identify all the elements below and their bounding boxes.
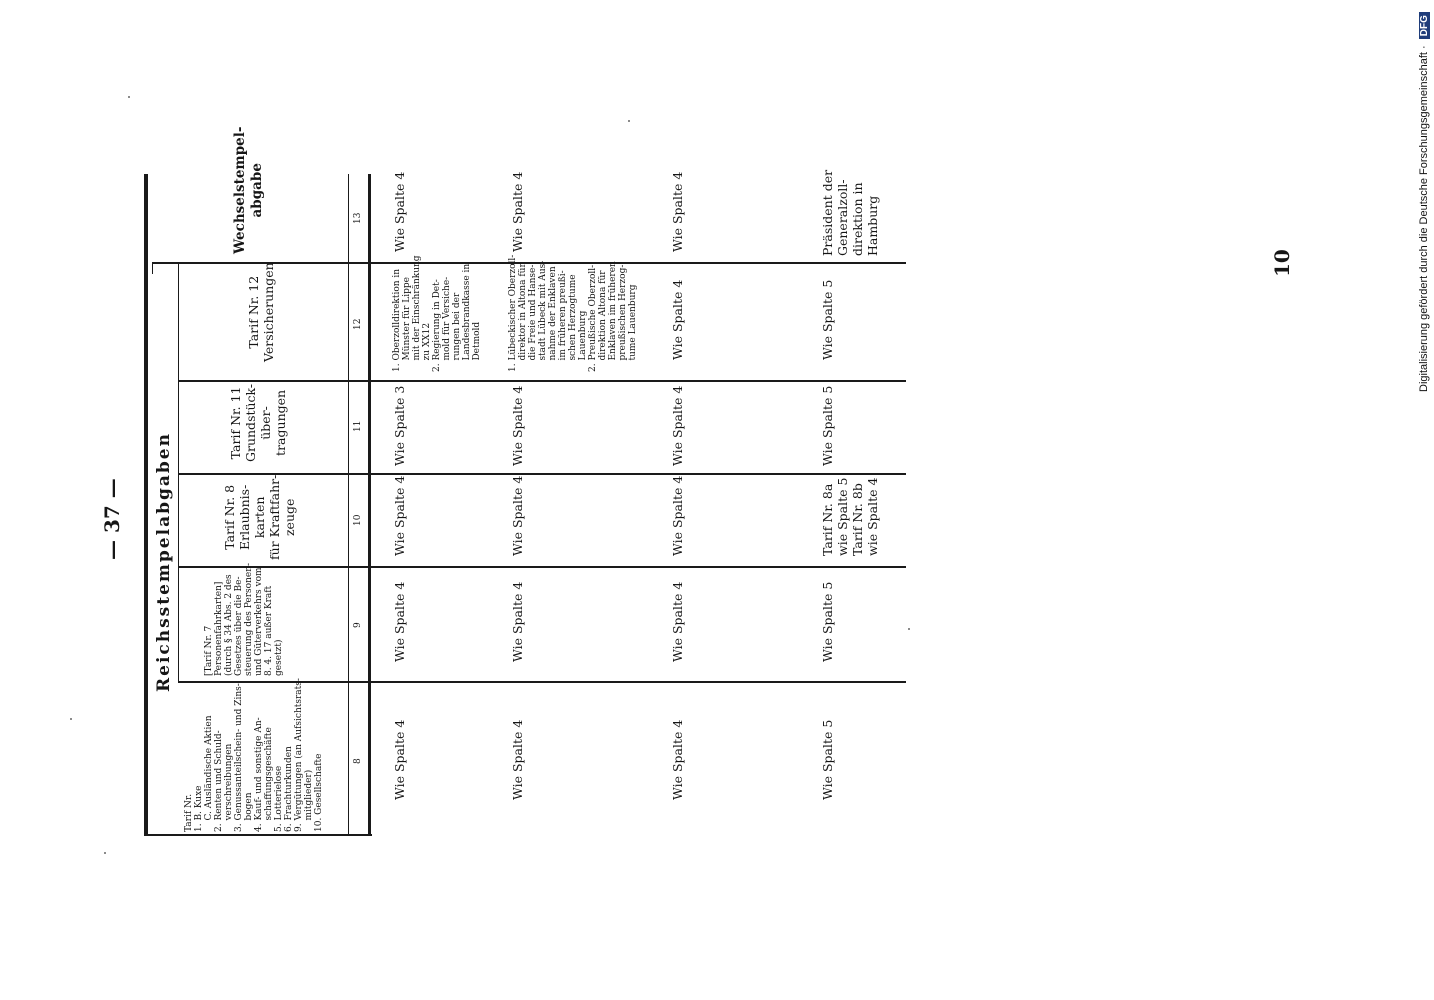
number-body-rule — [368, 174, 371, 836]
cell-r3-c11: Wie Spalte 4 — [670, 385, 685, 466]
cell-r3-c12 — [670, 280, 685, 360]
cell-r2-c13: Wie Spalte 4 — [510, 171, 525, 252]
header-col10-line: Erlaubnis- — [237, 484, 252, 550]
header-col8-line: 1. B. Kuxe — [194, 785, 204, 832]
header-col11 — [228, 384, 288, 462]
header-col12-line: Tarif Nr. 12 — [246, 275, 261, 349]
group-header: Reichsstempelabgaben — [154, 432, 174, 692]
header-col8-line: Tarif Nr. — [184, 793, 194, 832]
cell-r2-c12-line: 1. Lübeckischer Oberzoll- — [508, 254, 518, 372]
header-col10-line: Tarif Nr. 8 — [222, 484, 237, 550]
header-col13: Wechselstempel- abgabe — [232, 126, 265, 254]
digitization-footer — [1418, 12, 1430, 392]
cell-r1-c12-line: 1. Oberzolldirektion in — [392, 268, 402, 372]
header-col9-line: und Güterverkehrs vom — [254, 567, 264, 676]
scan-speck — [628, 120, 630, 122]
cell-r4-c13-line: Generalzoll- — [835, 179, 850, 256]
cell-r4-c13-line: Hamburg — [865, 195, 880, 256]
cell-r2-c10: Wie Spalte 4 — [510, 475, 525, 556]
cell-r1-c12-line: Landesbrandkasse in — [462, 263, 472, 372]
cell-r2-c11: Wie Spalte 4 — [510, 385, 525, 466]
header-col9-line: Gesetzes über die Be- — [234, 576, 244, 676]
cell-r4-c11: Wie Spalte 5 — [820, 385, 835, 466]
cell-r1-c12-line: Detmold — [472, 321, 482, 372]
header-col11-line: Grundstück- — [243, 383, 258, 462]
colnum-12: 12 — [353, 318, 363, 330]
header-col8-line: 9. Vergütungen (an Aufsichtsrats- — [294, 678, 304, 832]
header-col9-line: steuerung des Personen- — [244, 562, 254, 676]
header-col8-line: 2. Renten und Schuld- — [214, 730, 224, 832]
scan-speck — [104, 852, 106, 854]
cell-r3-c13: Wie Spalte 4 — [670, 171, 685, 252]
cell-r4-c13-line: Präsident der — [820, 169, 835, 256]
cell-r1-c12-line: rungen bei der — [452, 292, 462, 372]
cell-r4-c12 — [820, 280, 835, 360]
scan-speck — [70, 718, 72, 720]
header-col8-line: bogen — [244, 792, 254, 832]
cell-r1-c12 — [392, 255, 482, 372]
cell-r1-c8: Wie Spalte 4 — [392, 719, 407, 800]
cell-r4-c10-line: wie Spalte 4 — [865, 477, 880, 556]
cell-r4-c12-line: Wie Spalte 5 — [820, 279, 835, 360]
cell-r2-c12-line: stadt Lübeck mit Aus- — [538, 260, 548, 372]
header-col8 — [184, 678, 324, 832]
header-col9 — [204, 563, 284, 676]
cell-r2-c12-line: im früheren preußi- — [558, 270, 568, 372]
colnum-13: 13 — [353, 212, 363, 224]
header-col12-line: Versicherungen — [261, 262, 276, 362]
cell-r4-c10 — [820, 478, 880, 556]
header-col10 — [222, 475, 297, 560]
header-col9-line: Personenfahrkarten] — [214, 581, 224, 676]
header-col12 — [246, 262, 276, 362]
header-col10-line: zeuge — [282, 498, 297, 537]
cell-r3-c9: Wie Spalte 4 — [670, 581, 685, 662]
header-col9-line: (durch § 34 Abs. 2 des — [224, 574, 234, 676]
header-col8-line: 3. Genussanteilschein- und Zins- — [234, 683, 244, 832]
cell-r1-c11: Wie Spalte 3 — [392, 385, 407, 466]
colnum-9: 9 — [353, 622, 363, 628]
cell-r1-c13: Wie Spalte 4 — [392, 171, 407, 252]
cell-r2-c12 — [508, 255, 638, 372]
cell-r2-c12-line: Lauenburg — [578, 310, 588, 372]
colnum-10: 10 — [353, 514, 363, 526]
header-col8-line: schaffungsgeschäfte — [264, 727, 274, 832]
col-sep-11-12 — [178, 380, 906, 382]
header-col11-line: über- — [258, 406, 273, 440]
cell-r3-c8: Wie Spalte 4 — [670, 719, 685, 800]
cell-r2-c12-line: direktion Altona für — [598, 270, 608, 372]
cell-r1-c12-line: mold für Versiche- — [442, 276, 452, 372]
header-col9-line: 8. 4. 17 außer Kraft — [264, 585, 274, 676]
scan-speck — [908, 628, 910, 630]
cell-r4-c10-line: Tarif Nr. 8a — [820, 483, 835, 556]
col-sep-9-10 — [178, 566, 906, 568]
cell-r3-c12-line: Wie Spalte 4 — [670, 279, 685, 360]
table-bottom-rule — [144, 834, 372, 836]
cell-r1-c12-line: 2. Regierung in Det- — [432, 279, 442, 372]
header-col10-line: karten — [252, 496, 267, 539]
table-top-rule — [144, 174, 148, 836]
cell-r2-c12-line: preußischen Herzog- — [618, 264, 628, 372]
header-number-rule — [348, 174, 349, 834]
cell-r2-c12-line: schen Herzogtume — [568, 274, 578, 372]
cell-r2-c8: Wie Spalte 4 — [510, 719, 525, 800]
header-col9-line: gesetzt) — [274, 639, 284, 676]
cell-r1-c9: Wie Spalte 4 — [392, 581, 407, 662]
sheet-number: 10 — [1270, 249, 1294, 277]
header-col8-line: 6. Frachturkunden — [284, 746, 294, 832]
header-col8-line: 4. Kauf- und sonstige An- — [254, 717, 264, 832]
cell-r2-c12-line: direktor in Altona für — [518, 263, 528, 372]
cell-r4-c13-line: direktion in — [850, 182, 865, 256]
header-col8-line: verschreibungen — [224, 743, 234, 832]
cell-r1-c12-line: mit der Einschränkung — [412, 255, 422, 372]
cell-r1-c12-line: Münster für Lippe — [402, 277, 412, 372]
cell-r2-c12-line: tume Lauenburg — [628, 284, 638, 372]
cell-r4-c10-line: wie Spalte 5 — [835, 477, 850, 556]
header-col8-line: C. Ausländische Aktien — [204, 715, 214, 832]
cell-r4-c8: Wie Spalte 5 — [820, 719, 835, 800]
cell-r4-c9: Wie Spalte 5 — [820, 581, 835, 662]
dfg-logo: DFG — [1419, 12, 1430, 39]
cell-r1-c10: Wie Spalte 4 — [392, 475, 407, 556]
group-header-rule — [178, 262, 179, 682]
cell-r2-c12-line: Enklaven im früheren — [608, 261, 618, 372]
header-col8-line: mitglieder) — [304, 769, 314, 832]
cell-r2-c12-line: nahme der Enklaven — [548, 266, 558, 372]
page-label: — 37 — — [100, 478, 124, 560]
footer-text: Digitalisierung gefördert durch die Deutsche Forschungsgemeinschaft · — [1418, 45, 1430, 392]
scan-speck — [128, 96, 130, 98]
header-col8-line: 5. Lotterielose — [274, 765, 284, 832]
colnum-8: 8 — [353, 758, 363, 764]
colnum-11: 11 — [353, 420, 363, 432]
cell-r4-c10-line: Tarif Nr. 8b — [850, 483, 865, 556]
cell-r2-c12-line: 2. Preußische Oberzoll- — [588, 264, 598, 372]
header-col8-line: 10. Gesellschafte — [314, 753, 324, 832]
cell-r2-c9: Wie Spalte 4 — [510, 581, 525, 662]
cell-r2-c12-line: die Freie und Hanse- — [528, 264, 538, 372]
header-col11-line: Tarif Nr. 11 — [228, 386, 243, 460]
cell-r1-c12-line: zu XX12 — [422, 322, 432, 372]
cell-r3-c10: Wie Spalte 4 — [670, 475, 685, 556]
header-col9-line: [Tarif Nr. 7 — [204, 625, 214, 676]
header-col10-line: für Kraftfahr- — [267, 474, 282, 560]
header-col11-line: tragungen — [273, 389, 288, 456]
cell-r4-c13 — [820, 170, 880, 256]
